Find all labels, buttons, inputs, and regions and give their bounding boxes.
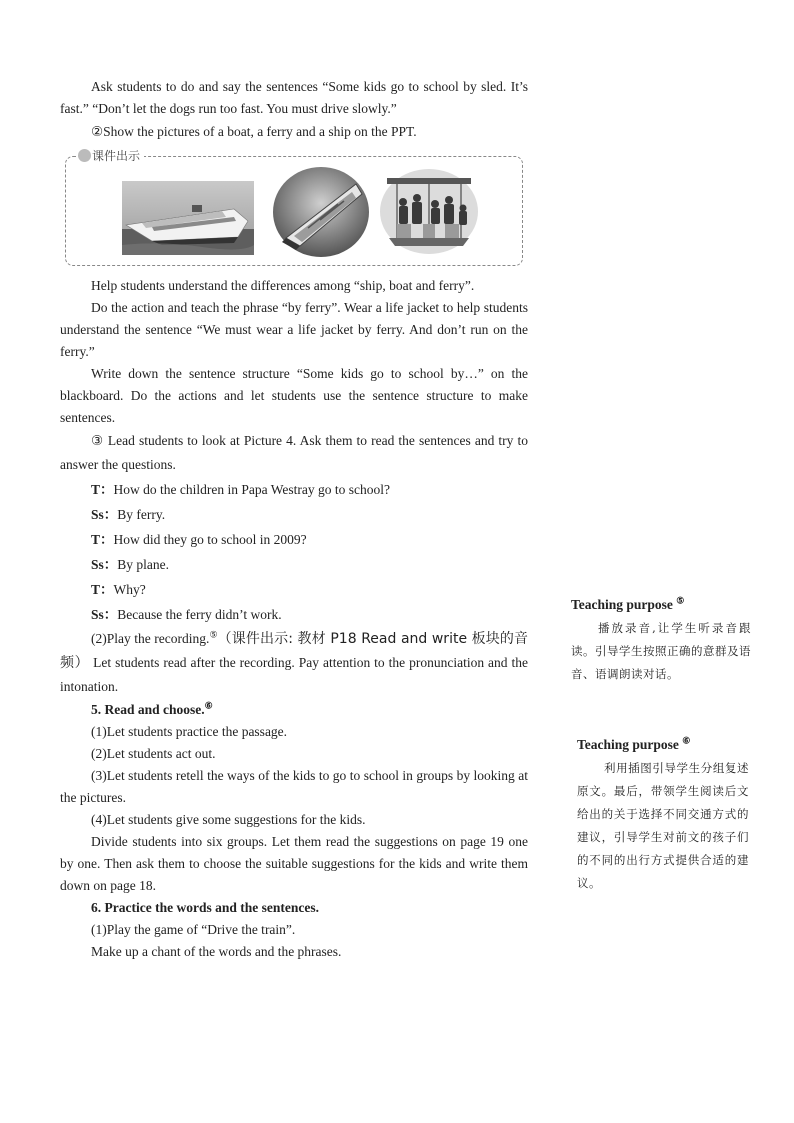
paragraph-picture-4: ③ Lead students to look at Picture 4. Ask them to read the sentences and try to answer the questions.	[60, 433, 528, 472]
dialogue-line	[60, 527, 528, 552]
heading-text: 5. Read and choose.	[91, 702, 205, 717]
step-game: (1)Play the game of “Drive the train”.	[91, 922, 296, 937]
ppt-box	[65, 149, 523, 266]
dialogue-text: By plane.	[117, 557, 170, 572]
note-marker: ⑥	[204, 700, 213, 711]
cruise-ship-image	[122, 181, 254, 255]
dialogue-line	[60, 502, 528, 527]
dialogue-line	[60, 552, 528, 577]
ferry-image	[379, 168, 479, 255]
note-marker: ⑤	[209, 629, 218, 640]
dialogue-line	[60, 477, 528, 502]
ppt-label-text: 课件出示	[92, 149, 141, 163]
speaker: T：	[91, 582, 114, 597]
bullet-icon	[78, 149, 91, 162]
step-suggestions: (4)Let students give some suggestions for the kids.	[91, 812, 366, 827]
teaching-purpose-5	[571, 595, 751, 686]
step-act-out: (2)Let students act out.	[91, 746, 216, 761]
note-marker: ⑥	[682, 735, 691, 746]
dialogue-text: How did they go to school in 2009?	[113, 532, 307, 547]
dialogue	[60, 477, 528, 627]
speaker: T：	[91, 532, 114, 547]
teaching-purpose-title	[577, 735, 749, 755]
step-retell: (3)Let students retell the ways of the kids to go to school in groups by looking at the pictures.	[60, 768, 528, 805]
teaching-purpose-6	[577, 735, 749, 895]
paragraph-groups: Divide students into six groups. Let them read the suggestions on page 19 one by one. Then ask them to choose the suitable suggestions for the kids and write them down on page 18.	[60, 834, 528, 893]
recording-text: (2)Play the recording.	[91, 631, 210, 646]
ppt-label	[76, 148, 144, 164]
dialogue-text: How do the children in Papa Westray go to school?	[113, 482, 390, 497]
dialogue-line	[60, 577, 528, 602]
paragraph-show-pictures: ②Show the pictures of a boat, a ferry and a ship on the PPT.	[91, 124, 417, 139]
courseware-note: （课件出示: 教材 P18 Read and write 板块的音频）	[60, 631, 528, 671]
section-heading-5	[60, 699, 528, 721]
speaker: Ss：	[91, 557, 118, 572]
speaker: T：	[91, 482, 114, 497]
dialogue-text: By ferry.	[117, 507, 166, 522]
teaching-purpose-title	[571, 595, 751, 615]
speaker: Ss：	[91, 507, 118, 522]
main-column	[60, 76, 528, 963]
boat-image	[272, 166, 370, 258]
dialogue-text: Because the ferry didn’t work.	[117, 607, 282, 622]
step-chant: Make up a chant of the words and the phrases.	[91, 944, 342, 959]
paragraph-by-ferry: Do the action and teach the phrase “by ferry”. Wear a life jacket to help students understand the sentence “We must wear a life jacket by ferry. And don’t run on the ferry.”	[60, 300, 528, 359]
note-marker: ⑤	[676, 595, 685, 606]
dialogue-line	[60, 602, 528, 627]
paragraph-recording	[60, 627, 528, 699]
paragraph-differences: Help students understand the differences among “ship, boat and ferry”.	[91, 278, 475, 293]
speaker: Ss：	[91, 607, 118, 622]
title-text: Teaching purpose	[571, 597, 673, 612]
title-text: Teaching purpose	[577, 737, 679, 752]
recording-text-2: Let students read after the recording. Pay attention to the pronunciation and the intonation.	[60, 655, 528, 694]
step-practice: (1)Let students practice the passage.	[91, 724, 288, 739]
paragraph-structure: Write down the sentence structure “Some kids go to school by…” on the blackboard. Do the actions and let students use the sentence structure to make sentences.	[60, 366, 528, 425]
paragraph-sled: Ask students to do and say the sentences “Some kids go to school by sled. It’s fast.” “Don’t let the dogs run too fast. You must drive slowly.”	[60, 79, 528, 116]
dialogue-text: Why?	[113, 582, 146, 597]
teaching-purpose-text: 播放录音,让学生听录音跟读。引导学生按照正确的意群及语音、语调朗读对话。	[571, 621, 751, 681]
section-heading-6: 6. Practice the words and the sentences.	[91, 900, 319, 915]
teaching-purpose-text: 利用插图引导学生分组复述原文。最后，带领学生阅读后文给出的关于选择不同交通方式的建议，引导学生对前文的孩子们的不同的出行方式提供合适的建议。	[577, 761, 749, 890]
